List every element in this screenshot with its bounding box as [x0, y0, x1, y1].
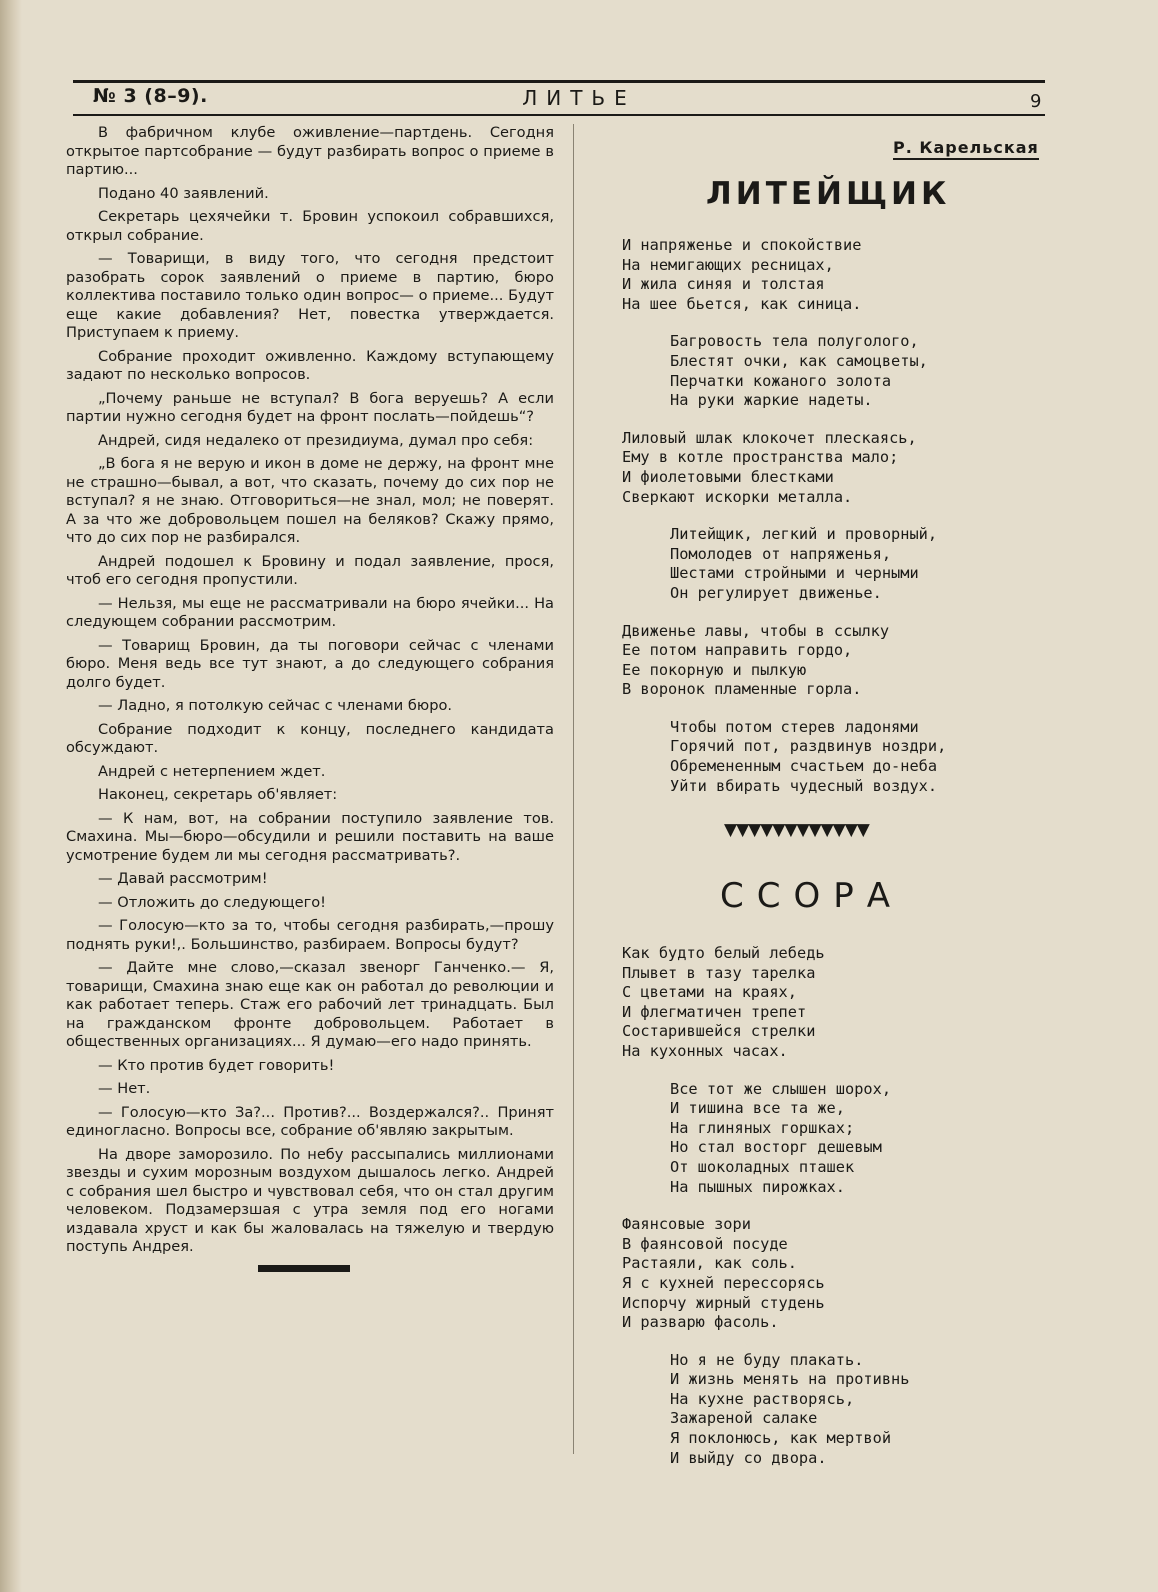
story-paragraph: — К нам, вот, на собрании поступило заявление тов. Смахина. Мы—бюро—обсудили и решили поставить на ваше усмотрение будем ли мы сегодня рассматривать?. — [66, 809, 554, 864]
poem-stanza — [622, 1080, 1142, 1198]
poem-line: Он регулирует движенье. — [670, 583, 882, 602]
poem-line: Чтобы потом стерев ладонями — [670, 717, 919, 736]
poem-line: Ее потом направить гордо, — [622, 641, 853, 660]
poem-line: В воронок пламенные горла. — [622, 680, 862, 699]
poem-line: В фаянсовой посуде — [622, 1234, 788, 1253]
story-paragraph: — Дайте мне слово,—сказал звенорг Ганченко.— Я, товарищи, Смахина знаю еще как он работал до революции и как работает теперь. Стаж его рабочий лет тринадцать. Был на гражданском фронте добровольцем. Работает в общественных организациях... Я думаю—его надо принять. — [66, 959, 554, 1050]
poem-line: Помолодев от напряженья, — [670, 544, 892, 563]
poem-line: На пышных пирожках. — [670, 1177, 845, 1196]
story-paragraph: — Кто против будет говорить! — [98, 1056, 335, 1074]
poem-stanza — [622, 718, 1142, 796]
story-paragraph: „Почему раньше не вступал? В бога веруешь? А если партии нужно сегодня будет на фронт послать—пойдешь“? — [66, 389, 554, 425]
poem-line: И жизнь менять на противнь — [670, 1370, 910, 1389]
story-paragraph: — Товарищи, в виду того, что сегодня предстоит разобрать сорок заявлений о приеме в партию, бюро коллектива поставило только один вопрос— о приеме... Будут еще какие добавления? Нет, повестка утверждается. Приступаем к приему. — [66, 250, 554, 341]
poem-line: Плывет в тазу тарелка — [622, 963, 816, 982]
poem-line: На кухонных часах. — [622, 1041, 788, 1060]
poem-ssora — [622, 944, 1142, 1486]
poem-line: Зажареной салаке — [670, 1409, 818, 1428]
poem-line: Багровость тела полуголого, — [670, 332, 919, 351]
poem-line: Сверкают искорки металла. — [622, 487, 853, 506]
story-paragraph: — Ладно, я потолкую сейчас с членами бюро. — [98, 697, 453, 714]
poem-author: Р. Карельская — [893, 138, 1039, 160]
poem-line: И разварю фасоль. — [622, 1313, 779, 1332]
poem-line: И флегматичен трепет — [622, 1002, 807, 1021]
poem-stanza — [622, 429, 1142, 507]
poem-stanza — [622, 944, 1142, 1062]
poem-line: И тишина все та же, — [670, 1099, 845, 1118]
story-paragraph: — Нельзя, мы еще не рассматривали на бюро ячейки... На следующем собрании рассмотрим. — [66, 594, 554, 630]
column-divider — [573, 124, 574, 1454]
story-paragraph: Андрей с нетерпением ждет. — [98, 762, 326, 780]
poem-line: Литейщик, легкий и проворный, — [670, 525, 938, 544]
poem-line: Уйти вбирать чудесный воздух. — [670, 776, 938, 795]
story-paragraph: — Отложить до следующего! — [98, 893, 327, 911]
story-paragraph: — Товарищ Бровин, да ты поговори сейчас с членами бюро. Меня ведь все тут знают, а до следующего собрания долго будет. — [66, 636, 554, 691]
story-paragraph: В фабричном клубе оживление—партдень. Сегодня открытое партсобрание — будут разбирать вопрос о приеме в партию... — [66, 124, 554, 178]
story-paragraph: — Давай рассмотрим! — [98, 870, 268, 887]
poem-line: Фаянсовые зори — [622, 1215, 751, 1234]
poem-line: Обремененным счастьем до-неба — [670, 757, 938, 776]
page-number: 9 — [1030, 91, 1042, 112]
poem-stanza — [622, 1215, 1142, 1333]
section-divider: ▼▼▼▼▼▼▼▼▼▼▼▼ — [724, 820, 869, 840]
poem-line: Перчатки кожаного золота — [670, 371, 892, 390]
poem-line: Блестят очки, как самоцветы, — [670, 351, 928, 370]
story-paragraph: Собрание проходит оживленно. Каждому вступающему задают по несколько вопросов. — [66, 347, 554, 383]
poem-line: Растаяли, как соль. — [622, 1254, 797, 1273]
story-paragraph: Андрей подошел к Бровину и подал заявление, прося, чтоб его сегодня пропустили. — [66, 552, 554, 588]
poem-line: Лиловый шлак клокочет плескаясь, — [622, 428, 917, 447]
journal-title: ЛИТЬЕ — [522, 86, 636, 110]
story-paragraph: Наконец, секретарь об'являет: — [98, 786, 338, 803]
poem-line: Я поклонюсь, как мертвой — [670, 1429, 892, 1448]
poem-line: На кухне растворясь, — [670, 1389, 855, 1408]
story-column — [66, 124, 554, 1272]
poem-line: От шоколадных пташек — [670, 1157, 855, 1176]
story-paragraph: Секретарь цехячейки т. Бровин успокоил собравшихся, открыл собрание. — [66, 208, 554, 244]
story-paragraph: „В бога я не верую и икон в доме не держу, на фронт мне не страшно—бывал, а вот, что сказать, почему до сих пор не вступал? я не знаю. Отговориться—не знал, мол; не поверят. А за что же добровольцем пошел на беляков? Скажу прямо, что до сих пор не разбирался. — [66, 455, 554, 546]
poem-title-liteyshchik: ЛИТЕЙЩИК — [706, 176, 951, 212]
story-end-bar — [258, 1265, 350, 1272]
story-paragraph: На дворе заморозило. По небу рассыпались миллионами звезды и сухим морозным воздухом дышалось легко. Андрей с собрания шел быстро и чувствовал себя, что он стал другим человеком. Подзамерзшая с утра земля под его ногами издавала хруст и как бы жаловалась на тяжелую и твердую поступь Андрея. — [66, 1145, 554, 1255]
poem-title-ssora: ССОРА — [720, 876, 904, 916]
poem-line: Движенье лавы, чтобы в ссылку — [622, 621, 890, 640]
issue-number: № 3 (8–9). — [93, 85, 208, 107]
poem-line: Состарившейся стрелки — [622, 1022, 816, 1041]
poem-stanza — [622, 1351, 1142, 1469]
poem-line: И жила синяя и толстая — [622, 275, 825, 294]
story-paragraph: Собрание подходит к концу, последнего кандидата обсуждают. — [66, 720, 554, 756]
poem-line: И напряженье и спокойствие — [622, 236, 862, 254]
poem-line: И фиолетовыми блестками — [622, 467, 834, 486]
story-text — [66, 124, 554, 1257]
story-paragraph: Андрей, сидя недалеко от президиума, думал про себя: — [98, 431, 534, 449]
poem-line: Ему в котле пространства мало; — [622, 448, 899, 467]
poem-stanza — [622, 332, 1142, 410]
header-bottom-rule — [73, 114, 1045, 116]
poem-line: На немигающих ресницах, — [622, 255, 834, 274]
poem-line: На руки жаркие надеты. — [670, 391, 873, 410]
poem-line: Как будто белый лебедь — [622, 944, 825, 962]
header-top-rule — [73, 80, 1045, 83]
poem-liteyshchik — [622, 236, 1142, 814]
poem-line: Но я не буду плакать. — [670, 1350, 864, 1369]
poem-line: Шестами стройными и черными — [670, 564, 919, 583]
poem-line: С цветами на краях, — [622, 983, 797, 1002]
story-paragraph: — Нет. — [98, 1080, 151, 1097]
poem-line: Горячий пот, раздвинув ноздри, — [670, 737, 947, 756]
poem-stanza — [622, 236, 1142, 314]
binding-fold — [0, 0, 22, 1592]
poem-line: Испорчу жирный студень — [622, 1293, 825, 1312]
poem-stanza — [622, 622, 1142, 700]
poem-line: Но стал восторг дешевым — [670, 1138, 882, 1157]
poem-line: На шее бьется, как синица. — [622, 294, 862, 313]
poem-line: На глиняных горшках; — [670, 1118, 855, 1137]
poem-stanza — [622, 525, 1142, 603]
poem-line: И выйду со двора. — [670, 1448, 827, 1467]
poem-line: Ее покорную и пылкую — [622, 660, 807, 679]
story-paragraph: — Голосую—кто За?... Против?... Воздержался?.. Принят единогласно. Вопросы все, собрание об'являю закрытым. — [66, 1103, 554, 1139]
story-paragraph: — Голосую—кто за то, чтобы сегодня разбирать,—прошу поднять руки!,. Большинство, разбираем. Вопросы будут? — [66, 917, 554, 953]
story-paragraph: Подано 40 заявлений. — [98, 184, 269, 202]
poem-line: Я с кухней перессорясь — [622, 1273, 825, 1292]
poem-line: Все тот же слышен шорох, — [670, 1079, 892, 1098]
